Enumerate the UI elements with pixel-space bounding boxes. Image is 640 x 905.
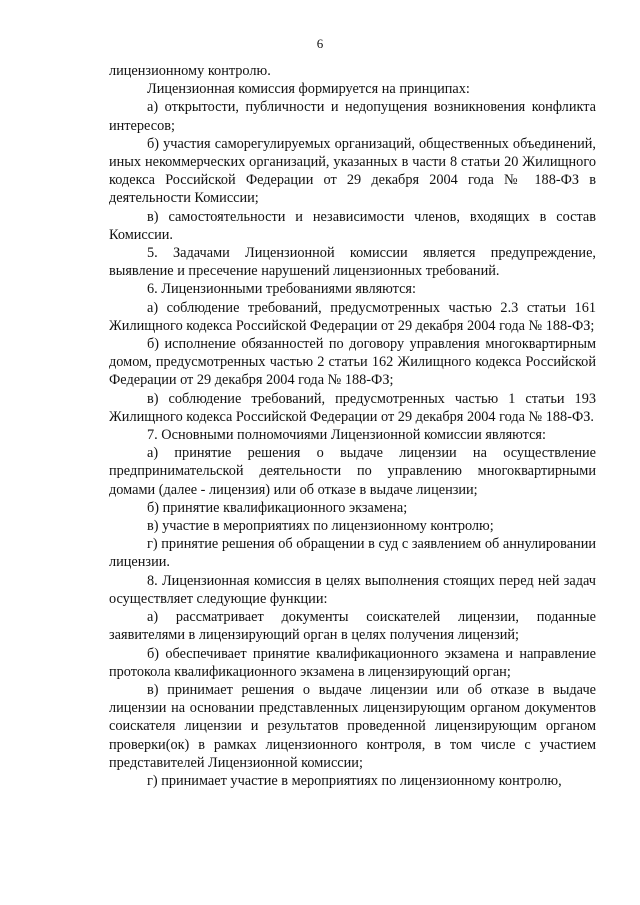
paragraph: 7. Основными полномочиями Лицензионной комиссии являются: (147, 427, 546, 444)
paragraph: в) самостоятельности и независимости членов, входящих в состав Комиссии. (109, 208, 596, 243)
paragraph: а) соблюдение требований, предусмотренных частью 2.3 статьи 161 Жилищного кодекса Российской Федерации от 29 декабря 2004 года № 188-ФЗ; (109, 299, 596, 334)
paragraph: 6. Лицензионными требованиями являются: (147, 281, 416, 298)
document-body (109, 62, 596, 790)
paragraph: в) соблюдение требований, предусмотренных частью 1 статьи 193 Жилищного кодекса Российской Федерации от 29 декабря 2004 года № 188-ФЗ. (109, 390, 596, 425)
paragraph: а) открытости, публичности и недопущения возникновения конфликта интересов; (109, 99, 596, 134)
paragraph: б) участия саморегулируемых организаций, общественных объединений, иных некоммерческих организаций, указанных в части 8 статьи 20 Жилищного кодекса Российской Федерации от 29 декабря 2004 года № 188-ФЗ в деятельности Комиссии; (109, 135, 596, 207)
paragraph: а) принятие решения о выдаче лицензии на осуществление предпринимательской деятельности по управлению многоквартирными домами (далее - лицензия) или об отказе в выдаче лицензии; (109, 445, 596, 498)
paragraph: б) принятие квалификационного экзамена; (147, 499, 408, 516)
paragraph: 8. Лицензионная комиссия в целях выполнения стоящих перед ней задач осуществляет следующие функции: (109, 572, 596, 607)
paragraph: б) обеспечивает принятие квалификационного экзамена и направление протокола квалификационного экзамена в лицензирующий орган; (109, 645, 596, 680)
paragraph: г) принятие решения об обращении в суд с заявлением об аннулировании лицензии. (109, 536, 596, 571)
page-number: 6 (316, 36, 324, 51)
paragraph: лицензионному контролю. (109, 63, 271, 79)
paragraph: в) принимает решения о выдаче лицензии или об отказе в выдаче лицензии на основании представленных лицензирующим органом документов соискателя лицензии и результатов проведенной лицензирующим органом проверки(ок) в рамках лицензионного контроля, в том числе с участием представителей Лицензионной комиссии; (109, 681, 596, 771)
paragraph: г) принимает участие в мероприятиях по лицензионному контролю, (147, 772, 562, 789)
paragraph: Лицензионная комиссия формируется на принципах: (147, 81, 470, 98)
paragraph: а) рассматривает документы соискателей лицензии, поданные заявителями в лицензирующий орган в целях получения лицензий; (109, 609, 596, 644)
paragraph: 5. Задачами Лицензионной комиссии является предупреждение, выявление и пресечение нарушений лицензионных требований. (109, 245, 596, 280)
paragraph: б) исполнение обязанностей по договору управления многоквартирным домом, предусмотренных частью 2 статьи 162 Жилищного кодекса Российской Федерации от 29 декабря 2004 года № 188-ФЗ; (109, 336, 596, 389)
paragraph: в) участие в мероприятиях по лицензионному контролю; (147, 518, 494, 535)
